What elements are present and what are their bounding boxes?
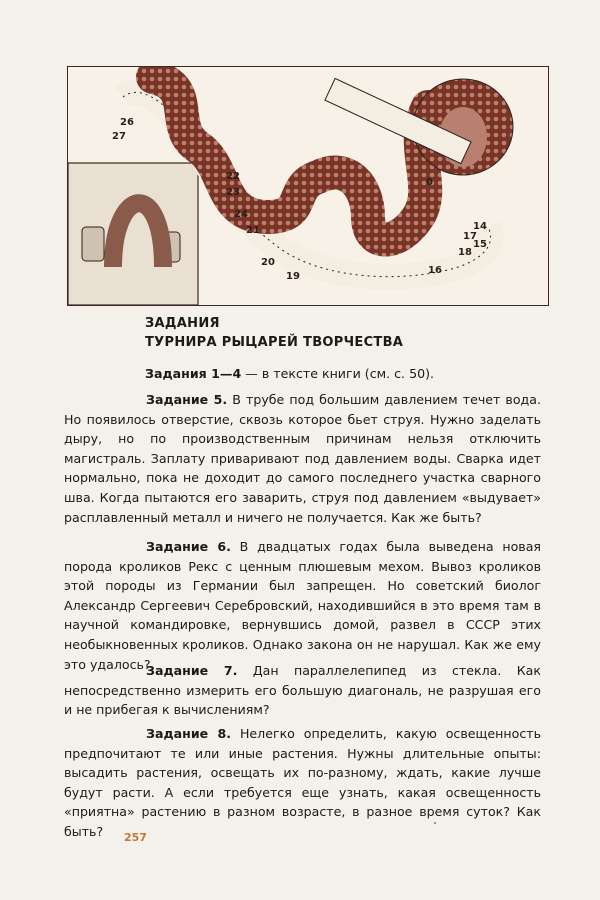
task-8 bbox=[64, 724, 541, 842]
tape-number: 24 bbox=[234, 209, 248, 220]
tape-number: 0 bbox=[426, 177, 433, 188]
heading-line-1: ЗАДАНИЯ bbox=[145, 316, 220, 331]
reel-left-icon bbox=[82, 227, 104, 261]
tape-number: 16 bbox=[428, 265, 442, 276]
task-text: В трубе под большим давлением течет вода. Но появилось отверстие, сквозь которое бьет струя. Нужно заделать дыру, но по производственным причинам нельзя отключить магистраль. Заплату приваривают под давлением воды. Сварка идет нормально, пока не доходит до самого последнего участка сварного шва. Когда пытаются его заварить, струя под давлением «выдувает» расплавленный металл и ничего не получается. Как же быть? bbox=[64, 392, 541, 525]
task-6 bbox=[64, 537, 541, 674]
heading-line-2: ТУРНИРА РЫЦАРЕЙ ТВОРЧЕСТВА bbox=[145, 335, 404, 350]
task-7 bbox=[64, 661, 541, 720]
tape-number: 15 bbox=[473, 239, 487, 250]
print-speck bbox=[434, 822, 436, 824]
task-5 bbox=[64, 390, 541, 527]
section-heading bbox=[145, 314, 403, 352]
tape-number: 23 bbox=[226, 187, 240, 198]
task-label: Задание 7. bbox=[146, 663, 238, 678]
tape-number: 14 bbox=[473, 221, 487, 232]
task-text: Нелегко определить, какую освещенность предпочитают те или иные растения. Нужны длительные опыты: высадить растения, освещать их по-разному, ждать, какие лучше будут расти. А если требуется еще узнать, какая освещенность «приятна» растению в разном возрасте, в разное время суток? Как быть? bbox=[64, 726, 541, 839]
task-label: Задание 6. bbox=[146, 539, 231, 554]
tape-number: 27 bbox=[112, 131, 126, 142]
tape-number: 19 bbox=[286, 271, 300, 282]
task-text: В двадцатых годах была выведена новая порода кроликов Рекс с ценным плюшевым мехом. Вывоз кроликов этой породы из Германии был запрещен. Но советский биолог Александр Сергеевич Серебровский, находившийся в это время там в научной командировке, вернувшись домой, развел в СССР этих необыкновенных кроликов. Однако закона он не нарушал. Как же ему это удалось? bbox=[64, 539, 541, 672]
tape-number: 26 bbox=[120, 117, 134, 128]
snake-tape-drawing bbox=[68, 67, 548, 305]
illustration-snake-measuring-tape bbox=[67, 66, 549, 306]
task-label: Задание 5. bbox=[146, 392, 228, 407]
intro-text: — в тексте книги (см. с. 50). bbox=[241, 366, 435, 381]
page-number: 257 bbox=[124, 831, 147, 844]
tape-number: 18 bbox=[458, 247, 472, 258]
task-label: Задание 8. bbox=[146, 726, 232, 741]
tape-number: 20 bbox=[261, 257, 275, 268]
tape-number: 21 bbox=[246, 225, 260, 236]
tape-number: 22 bbox=[226, 171, 240, 182]
task-text: Дан параллелепипед из стекла. Как непосредственно измерить его большую диагональ, не разрушая его и не прибегая к вычислениям? bbox=[64, 663, 541, 718]
intro-paragraph bbox=[145, 364, 545, 384]
tape-number: 17 bbox=[463, 231, 477, 242]
intro-label: Задания 1—4 bbox=[145, 366, 242, 381]
